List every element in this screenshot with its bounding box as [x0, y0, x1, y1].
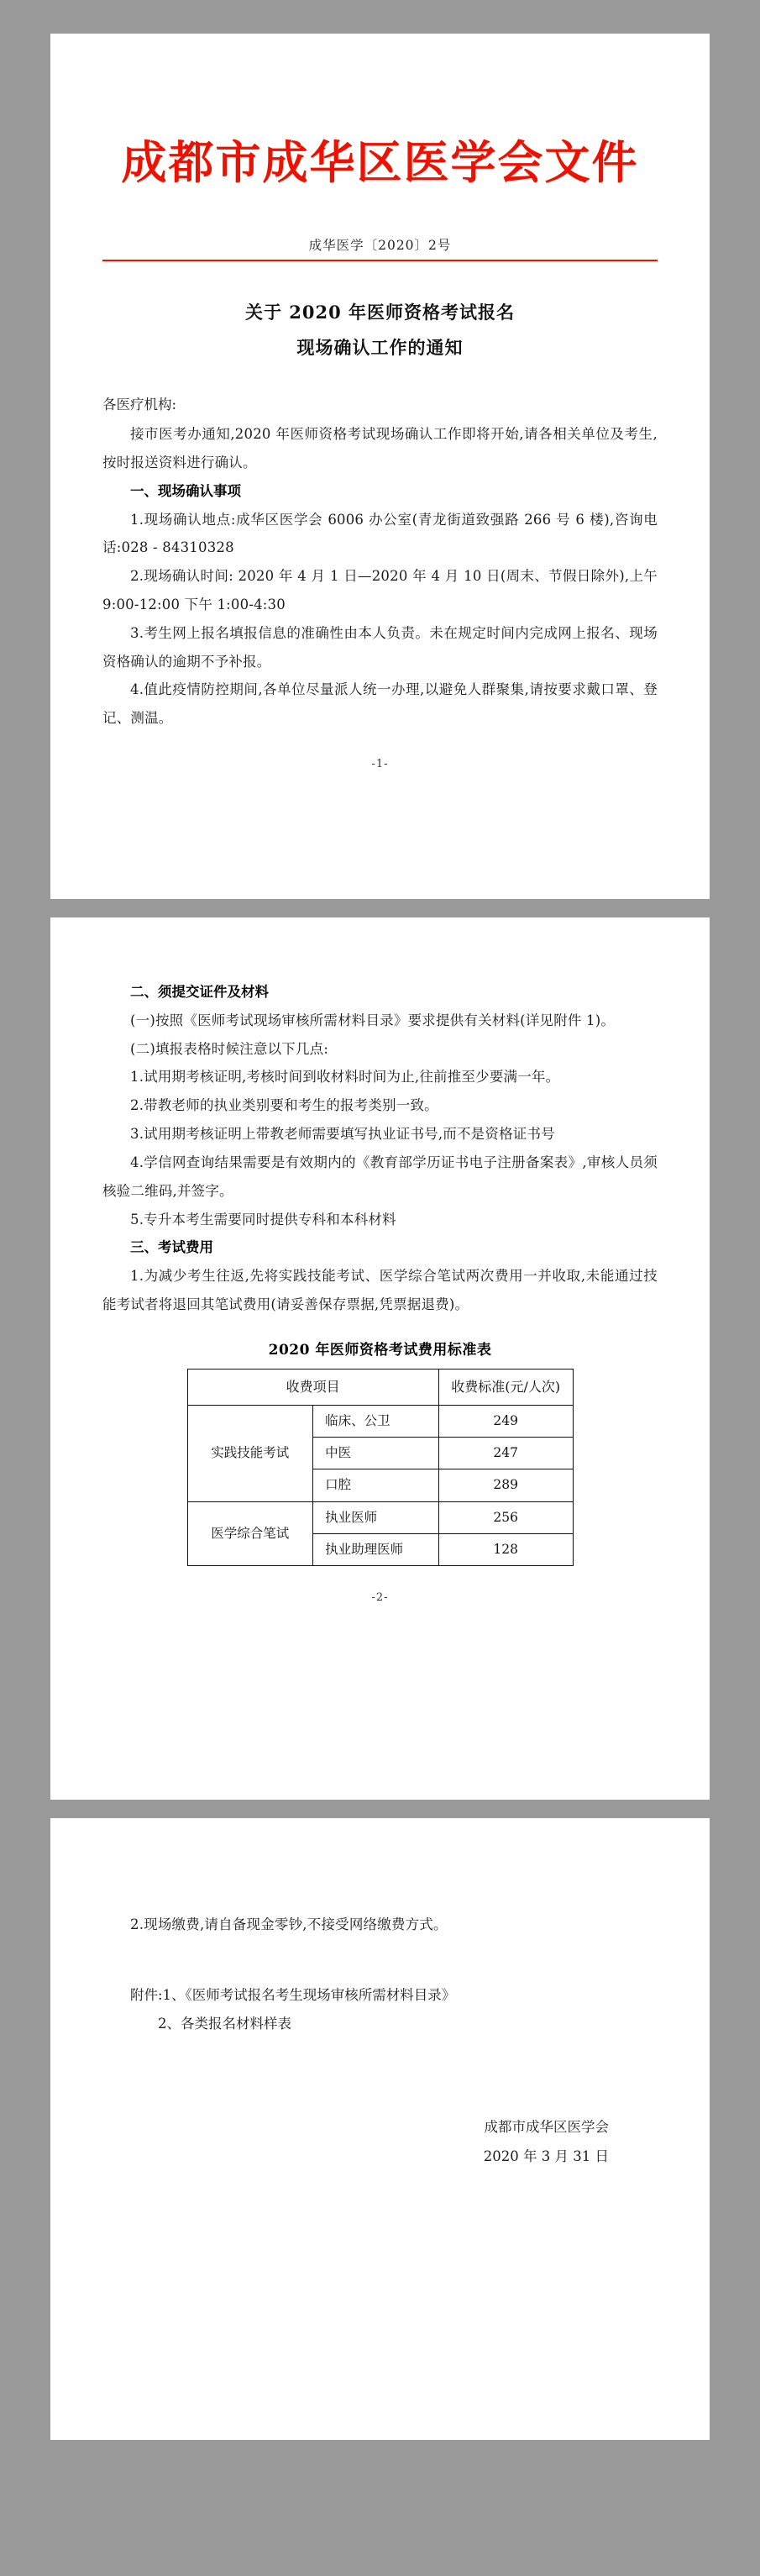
fee-table-header-amount: 收费标准(元/人次) [438, 1369, 573, 1405]
fee-amount-dental: 289 [438, 1469, 573, 1501]
section3-item-2: 2.现场缴费,请自备现金零钞,不接受网络缴费方式。 [130, 1916, 448, 1932]
section-heading-2: 二、须提交证件及材料 [130, 984, 269, 1000]
page-footer-2: -2- [371, 1591, 389, 1604]
page-title-line-2: 现场确认工作的通知 [296, 337, 464, 359]
fee-table-header-row [187, 1369, 573, 1405]
document-number: 成华医学〔2020〕2号 [308, 238, 452, 254]
section1-item-4: 4.值此疫情防控期间,各单位尽量派人统一办理,以避免人群聚集,请按要求戴口罩、登记、测温。 [102, 681, 658, 727]
fee-amount-assistant-physician: 128 [438, 1533, 573, 1565]
section1-item-3: 3.考生网上报名填报信息的准确性由本人负责。未在规定时间内完成网上报名、现场资格确认的逾期不予补报。 [102, 624, 658, 670]
attachment-line-2: 2、各类报名材料样表 [158, 2015, 291, 2032]
section1-item-1: 1.现场确认地点:成华区医学会 6006 办公室(青龙街道致强路 266 号 6 楼),咨询电话:028 - 84310328 [102, 511, 658, 556]
section2-item-3: 3.试用期考核证明上带教老师需要填写执业证书号,而不是资格证书号 [130, 1126, 555, 1143]
fee-item-licensed-physician: 执业医师 [313, 1501, 439, 1533]
signature-date: 2020 年 3 月 31 日 [483, 2148, 609, 2165]
fee-table-header-item: 收费项目 [187, 1369, 438, 1405]
masthead-organization-title: 成都市成华区医学会文件 [121, 135, 639, 189]
section2-subsection-1: (一)按照《医师考试现场审核所需材料目录》要求提供有关材料(详见附件 1)。 [130, 1012, 616, 1028]
page-title [102, 295, 658, 365]
attachments-block [102, 1981, 658, 2038]
table-row [187, 1501, 573, 1533]
fee-amount-clinical-public-health: 249 [438, 1405, 573, 1437]
section2-item-4: 4.学信网查询结果需要是有效期内的《教育部学历证书电子注册备案表》,审核人员须核验二维码,并签字。 [102, 1154, 658, 1199]
salutation: 各医疗机构: [102, 397, 177, 413]
section2-item-5: 5.专升本考生需要同时提供专科和本科材料 [130, 1211, 396, 1228]
fee-amount-licensed-physician: 256 [438, 1501, 573, 1533]
section-heading-1: 一、现场确认事项 [130, 482, 241, 499]
fee-table [187, 1369, 574, 1566]
section2-subsection-2: (二)填报表格时候注意以下几点: [130, 1040, 329, 1057]
signature-organization: 成都市成华区医学会 [484, 2119, 609, 2136]
fee-item-assistant-physician: 执业助理医师 [313, 1533, 439, 1565]
document-page-3 [50, 1818, 710, 2440]
fee-amount-tcm: 247 [438, 1438, 573, 1469]
fee-item-clinical-public-health: 临床、公卫 [313, 1405, 439, 1437]
section2-item-2: 2.带教老师的执业类别要和考生的报考类别一致。 [130, 1097, 438, 1114]
masthead-red-rule [102, 260, 658, 261]
page-title-line-1: 关于 2020 年医师资格考试报名 [244, 302, 516, 323]
section2-item-1: 1.试用期考核证明,考核时间到收材料时间为止,往前推至少要满一年。 [130, 1069, 560, 1086]
section3-item-1: 1.为减少考生往返,先将实践技能考试、医学综合笔试两次费用一并收取,未能通过技能考试者将退回其笔试费用(请妥善保存票据,凭票据退费)。 [102, 1268, 658, 1312]
fee-group-written-exam: 医学综合笔试 [187, 1501, 313, 1566]
section-heading-3: 三、考试费用 [130, 1239, 213, 1256]
section1-item-2: 2.现场确认时间: 2020 年 4 月 1 日—2020 年 4 月 10 日(周末、节假日除外),上午 9:00-12:00 下午 1:00-4:30 [102, 568, 658, 612]
signature-block [102, 2113, 658, 2171]
table-row [187, 1405, 573, 1437]
intro-paragraph: 接市医考办通知,2020 年医师资格考试现场确认工作即将开始,请各相关单位及考生,按时报送资料进行确认。 [102, 426, 658, 471]
fee-item-dental: 口腔 [313, 1469, 439, 1501]
fee-group-practical-skills: 实践技能考试 [187, 1405, 313, 1501]
page-footer-1: -1- [371, 758, 389, 771]
fee-table-caption: 2020 年医师资格考试费用标准表 [268, 1341, 492, 1359]
attachment-line-1: 附件:1、《医师考试报名考生现场审核所需材料目录》 [130, 1986, 456, 2003]
fee-item-tcm: 中医 [313, 1438, 439, 1469]
document-page-1 [50, 34, 710, 899]
document-page-2 [50, 917, 710, 1800]
